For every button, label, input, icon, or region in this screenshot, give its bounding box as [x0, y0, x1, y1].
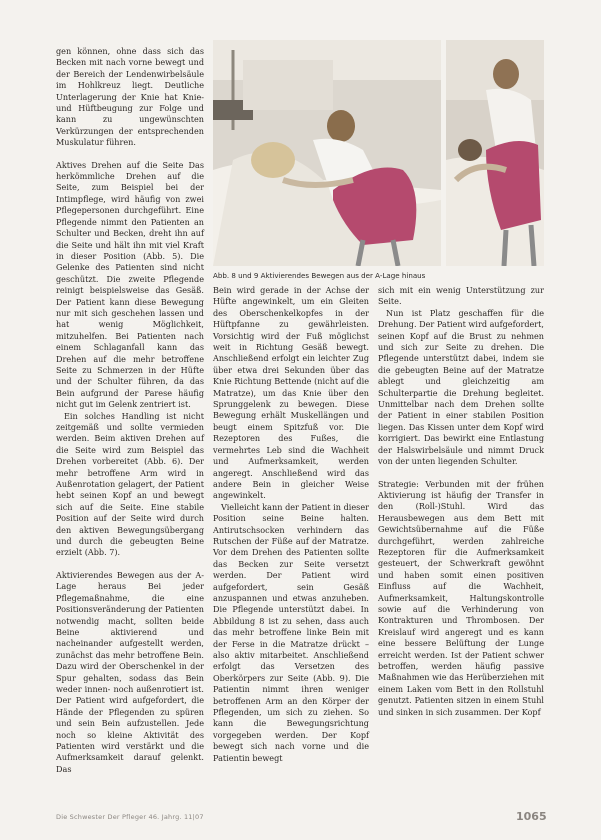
photo-figure-9 [446, 40, 544, 266]
journal-footer: Die Schwester Der Pfleger 46. Jahrg. 11|07 [56, 813, 204, 821]
paragraph: Aktivierendes Bewegen aus der A-Lage heraus Bei jeder Pflegemaßnahme, die eine Positionsveränderung der Patienten notwendig macht, sollten beide Beine aktivierend und nacheinander aufgestellt werden, zunächst das mehr betroffene Bein. Dazu wird der Oberschenkel in der Spur gehalten, sodass das Bein weder innen- noch außenrotiert ist. Der Patient wird aufgefordert, die Hände der Pflegenden zu spüren und sein Bein aufzustellen. Jede noch so kleine Aktivität des Patienten wird verstärkt und die Aufmerksamkeit darauf gelenkt. Das [56, 569, 204, 774]
paragraph: gen können, ohne dass sich das Becken mit nach vorne bewegt und der Bereich der Lendenwirbelsäule im Hohlkreuz liegt. Deutliche Unterlagerung der Knie hat Knie- und Hüftbeugung zur Folge und kann zu ungewünschten Verkürzungen der entsprechenden Muskulatur führen. [56, 46, 204, 148]
photo-figure-8 [213, 40, 441, 266]
paragraph: Ein solches Handling ist nicht zeitgemäß und sollte vermieden werden. Beim aktiven Drehen auf die Seite wird zum Beispiel das Drehen vorbereitet (Abb. 6). Der mehr betroffene Arm wird in Außenrotation gelagert, der Patient hebt seinen Kopf an und bewegt sich auf die Seite. Eine stabile Position auf der Seite wird durch den aktiven Bewegungsübergang und durch die gebeugten Beine erzielt (Abb. 7). [56, 410, 204, 558]
paragraph: Strategie: Verbunden mit der frühen Aktivierung ist häufig der Transfer in den (Roll-)Stuhl. Wird das Herausbewegen aus dem Bett mit Gewichtsübernahme auf die Füße durchgeführt, werden zahlreiche Rezeptoren für die Aufmerksamkeit gesteuert, der Schwerkraft gewöhnt und haben somit einen positiven Einfluss auf die Wachheit, Aufmerksamkeit, Haltungskontrolle sowie auf die Verhinderung von Kontrakturen und Thrombosen. Der Kreislauf wird angeregt und es kann eine bessere Belüftung der Lunge erreicht werden. Ist der Patient schwer betroffen, werden häufig passive Maßnahmen wie das Herüberziehen mit einem Laken vom Bett in den Rollstuhl genutzt. Patienten sitzen in einem Stuhl und sinken in sich zusammen. Der Kopf [378, 478, 544, 717]
text-column-3 [378, 285, 544, 718]
page-number: 1065 [516, 810, 547, 823]
paragraph: Aktives Drehen auf die Seite Das herkömmliche Drehen auf die Seite, zum Beispiel bei der Intimpflege, wird häufig von zwei Pflegepersonen durchgeführt. Eine Pflegende nimmt den Patienten an Schulter und Becken, dreht ihn auf die Seite und hält ihn mit viel Kraft in dieser Position (Abb. 5). Die Gelenke des Patienten sind nicht geschützt. Die zweite Pflegende reinigt beispielsweise das Gesäß. Der Patient kann diese Bewegung nur mit sich geschehen lassen und hat wenig Möglichkeit, mitzuhelfen. Bei Patienten nach einem Schlaganfall kann das Drehen auf die mehr betroffene Seite zu Schmerzen in der Hüfte und der Schulter führen, da das Bein aufgrund der Parese häufig nicht gut im Gelenk zentriert ist. [56, 159, 204, 410]
paragraph: sich mit ein wenig Unterstützung zur Seite. [378, 285, 544, 307]
text-column-2 [213, 285, 369, 764]
paragraph: Vielleicht kann der Patient in dieser Position seine Beine halten. Antirutschsocken verhindern das Rutschen der Füße auf der Matratze. Vor dem Drehen des Patienten sollte das Becken zur Seite versetzt werden. Der Patient wird aufgefordert, sein Gesäß anzuspannen und etwas anzuheben. Die Pflegende unterstützt dabei. In Abbildung 8 ist zu sehen, dass auch das mehr betroffene linke Bein mit der Ferse in die Matratze drückt – also aktiv mitarbeitet. Anschließend erfolgt das Versetzen des Oberkörpers zur Seite (Abb. 9). Die Patientin nimmt ihren weniger betroffenen Arm an den Körper der Pflegenden, um sich zu ziehen. So kann die Bewegungsrichtung vorgegeben werden. Der Kopf bewegt sich nach vorne und die Patientin bewegt [213, 501, 369, 763]
figure-caption: Abb. 8 und 9 Aktivierendes Bewegen aus der A-Lage hinaus [213, 271, 426, 280]
paragraph: Bein wird gerade in der Achse der Hüfte angewinkelt, um ein Gleiten des Oberschenkelkopfes in der Hüftpfanne zu gewährleisten. Vorsichtig wird der Fuß möglichst weit in Richtung Gesäß bewegt. Anschließend erfolgt ein leichter Zug über etwa drei Sekunden über das Knie Richtung Bettende (nicht auf die Matratze), um das Knie über den Sprunggelenk zu bewegen. Diese Bewegung erhält Muskellängen und beugt einem Spitzfuß vor. Die Rezeptoren des Fußes, die vermehrtes Leb sind die Wachheit und Aufmerksamkeit, werden angeregt. Anschließend wird das andere Bein in gleicher Weise angewinkelt. [213, 285, 369, 501]
text-column-1 [56, 46, 204, 775]
paragraph: Nun ist Platz geschaffen für die Drehung. Der Patient wird aufgefordert, seinen Kopf auf die Brust zu nehmen und sich zur Seite zu drehen. Die Pflegende unterstützt dabei, indem sie die gebeugten Beine auf der Matratze ablegt und gleichzeitig am Schulterpartie die Drehung begleitet. Unmittelbar nach dem Drehen sollte der Patient in einer stabilen Position liegen. Das Kissen unter dem Kopf wird korrigiert. Das bewirkt eine Entlastung der Halswirbelsäule und nimmt Druck von der unten liegenden Schulter. [378, 307, 544, 467]
